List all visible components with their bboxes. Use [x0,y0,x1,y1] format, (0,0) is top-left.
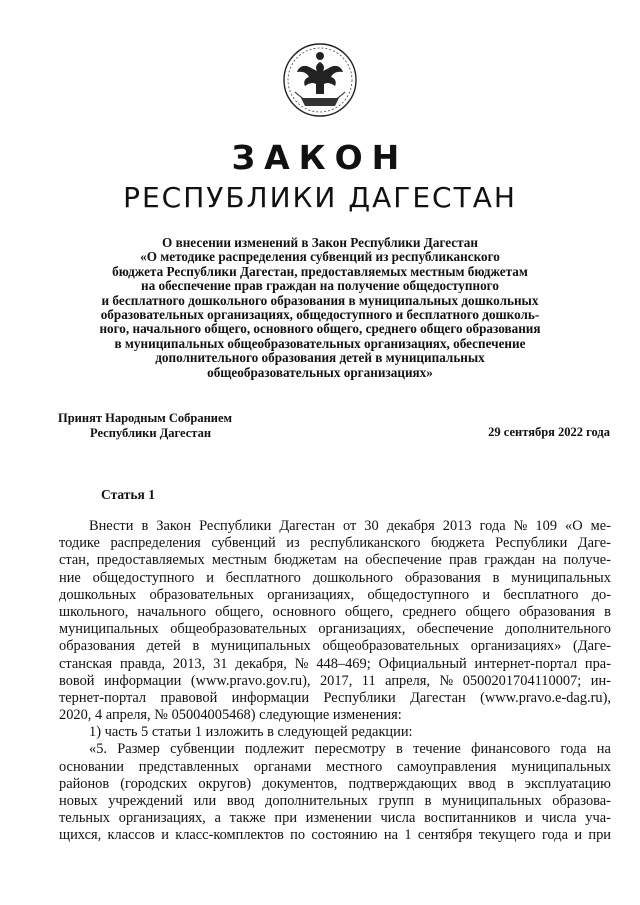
word: 30 [364,518,379,534]
word: до- [591,586,611,603]
word: 2013 [442,518,472,534]
word: ин- [590,672,611,689]
word: также [229,810,266,827]
word: округов) [198,775,252,792]
word: № [513,518,528,534]
word: состоянию [311,827,378,844]
word: течение [413,741,461,758]
word: районов [59,775,110,792]
word: общедоступного [367,586,470,603]
word: тодике [59,535,100,552]
word: групп [378,793,414,809]
word: образова- [552,793,611,809]
word: дополнительных [265,793,368,809]
adoption-line-2: Республики Дагестан [90,426,212,440]
paragraph-line [59,535,611,552]
word: 2017, [319,672,353,689]
word: документов, [262,775,338,792]
word: по [290,827,306,844]
word: подлежит [244,741,305,758]
word: 31 [213,655,228,672]
subtitle-line: ного, начального общего, основного общего, среднего общего образования [99,321,541,337]
word: на [383,827,398,844]
word: декабря, [235,655,287,672]
word: республиканского [310,535,421,552]
word: дошкольного [312,569,393,586]
word: в [506,775,514,792]
word: предоставляемых [96,552,205,569]
word: представленных [138,758,239,775]
word: станская [59,655,113,672]
word: школьного, [59,603,129,620]
word: муниципальных [511,758,611,775]
word: года [560,741,587,758]
word: а [214,810,221,827]
word: общего, [344,603,394,620]
word: правда, [119,655,165,672]
word: общедоступного [92,569,195,586]
paragraph-line [59,518,611,535]
word: интернет-портал [474,655,578,672]
word: обеспечение [416,621,494,638]
paragraph-line [59,604,611,621]
word: классов [107,827,155,844]
word: при [588,827,611,844]
amendment-item-line: 1) часть 5 статьи 1 изложить в следующей редакции: [89,724,413,741]
word: 0500201704110007; [462,672,582,689]
word: ме- [590,518,611,534]
word: образования [59,638,135,655]
word: 2013, [172,655,206,672]
word: Республики [323,689,396,706]
subtitle-line: в муниципальных общеобразовательных организациях, обеспечение [114,335,526,351]
word: Дагестан [279,518,335,534]
subtitle-line: общеобразовательных организациях» [207,364,433,380]
word: класс-комплектов [175,827,284,844]
word: организациях» [470,638,562,655]
word: от [342,518,357,534]
coat-of-arms-emblem [281,40,359,120]
quoted-text-line [59,793,611,810]
word: или [193,793,217,809]
word: новых [59,793,98,809]
word: организациях, [318,621,406,638]
word: граждан [484,552,536,569]
word: года [541,827,568,844]
paragraph-line [59,690,611,707]
word: «О [565,518,583,534]
word: общего, [215,603,264,620]
word: Внести [89,518,134,534]
paragraph-line [59,621,611,638]
quoted-text-line [59,741,611,758]
paragraph-line [59,638,611,655]
word: эксплуатацию [524,775,611,792]
quoted-text-line [59,827,611,844]
subtitle-line: бюджета Республики Дагестан, предоставляемых местным бюджетам [112,263,528,279]
word: (www.pravo.gov.ru), [190,672,311,689]
word: из [286,535,300,552]
word: обеспечение [365,552,442,569]
word: субвенций [211,535,276,552]
word: сентября [417,827,473,844]
word: образования [519,603,596,620]
subtitle-line: образовательных организациях, общедоступного и бесплатного дошколь- [100,307,540,323]
word: среднего [402,603,457,620]
word: № [294,655,309,672]
adoption-date: 29 сентября 2022 года [488,425,610,439]
word: информации [231,689,310,706]
word: 1 [404,827,412,844]
word: 11 [361,672,376,689]
word: Даге- [577,535,611,552]
word: правовой [160,689,218,706]
word: уча- [585,810,611,827]
word: в [492,569,500,586]
word: организациях, [118,810,206,827]
word: и [482,586,491,603]
subtitle-line: на обеспечение прав граждан на получение общедоступного [141,278,499,294]
word: Официальный [378,655,467,672]
word: органами [253,758,312,775]
word: вовой [59,672,95,689]
paragraph-line [59,673,611,690]
word: муниципальных [511,569,611,586]
word: самоуправления [397,758,497,775]
word: числа [541,810,577,827]
word: 448–469; [316,655,371,672]
subtitle-line: дополнительного образования детей в муниципальных [155,350,485,366]
subtitle-line: «О методике распределения субвенций из республиканского [140,249,500,265]
word: Закон [156,518,192,534]
word: бюджетам [274,552,337,569]
word: Дагестан [410,689,466,706]
word: «5. [89,741,107,758]
subtitle-line: и бесплатного дошкольного образования в муниципальных дошкольных [101,292,539,308]
paragraph-line [59,587,611,604]
word: стан, [59,552,90,569]
word: образовательных [149,586,254,603]
word: пересмотру [314,741,386,758]
word: числа [380,810,416,827]
paragraph-line [59,656,611,673]
word: местным [211,552,267,569]
paragraph-line: 2020, 4 апреля, № 05004005468) следующие изменения: [59,707,402,724]
word: в [192,638,200,655]
word: № [439,672,454,689]
article-body [59,518,611,845]
word: тернет-портал [59,689,147,706]
word: организациях, [267,586,355,603]
quoted-text-line [59,810,611,827]
word: (Даге- [573,638,611,655]
word: ние [59,569,81,586]
word: тельных [59,810,110,827]
word: и [574,827,583,844]
quoted-text-line [59,759,611,776]
word: образования [404,569,481,586]
law-subtitle [40,236,600,380]
word: общеобразовательных [322,638,459,655]
word: общеобразовательных [170,621,307,638]
law-title: ЗАКОН [231,138,409,177]
adoption-line-1: Принят Народным Собранием [58,411,233,425]
word: и [161,827,169,844]
word: воспитанников [424,810,517,827]
word: Республики [199,518,272,534]
word: бюджета [430,535,485,552]
word: апреля, [385,672,431,689]
word: при [274,810,298,827]
word: детей [146,638,181,655]
word: получе- [563,552,611,569]
word: (www.pravo.e-dag.ru), [480,689,611,706]
word: основании [59,758,124,775]
word: распределения [110,535,201,552]
word: прав [448,552,478,569]
word: 109 [535,518,558,534]
word: Размер [117,741,160,758]
word: Республики [495,535,568,552]
word: в [141,518,149,534]
word: дополнительного [505,621,611,638]
word: финансового [471,741,551,758]
word: общего [465,603,511,620]
word: муниципальных [211,638,311,655]
word: на [542,552,557,569]
word: пра- [584,655,611,672]
word: дошкольных [59,586,137,603]
paragraph-line [59,552,611,569]
word: на [343,552,359,569]
word: муниципальных [59,621,159,638]
paragraph-line [59,570,611,587]
word: декабря [386,518,435,534]
word: и [206,569,214,586]
quoted-text-line [59,776,611,793]
word: в [396,741,403,758]
word: изменении [305,810,372,827]
word: года [479,518,506,534]
word: ввод [468,775,496,792]
word: (городских [120,775,188,792]
word: начального [137,603,207,620]
word: информации [103,672,182,689]
word: бесплатного [503,586,579,603]
word: основного [272,603,336,620]
republic-name: РЕСПУБЛИКИ ДАГЕСТАН [123,181,517,214]
word: местного [326,758,383,775]
word: текущего [478,827,536,844]
word: муниципальных [442,793,542,809]
word: ввод [226,793,255,809]
word: учреждений [108,793,183,809]
article-heading: Статья 1 [101,487,155,502]
adoption-statement [58,411,232,441]
word: в [424,793,432,809]
word: в [604,603,611,620]
word: подтверждающих [348,775,458,792]
word: бесплатного [225,569,301,586]
word: и [525,810,533,827]
word: щихся, [59,827,102,844]
word: субвенции [170,741,235,758]
subtitle-line: О внесении изменений в Закон Республики Дагестан [162,235,478,250]
word: на [596,741,611,758]
